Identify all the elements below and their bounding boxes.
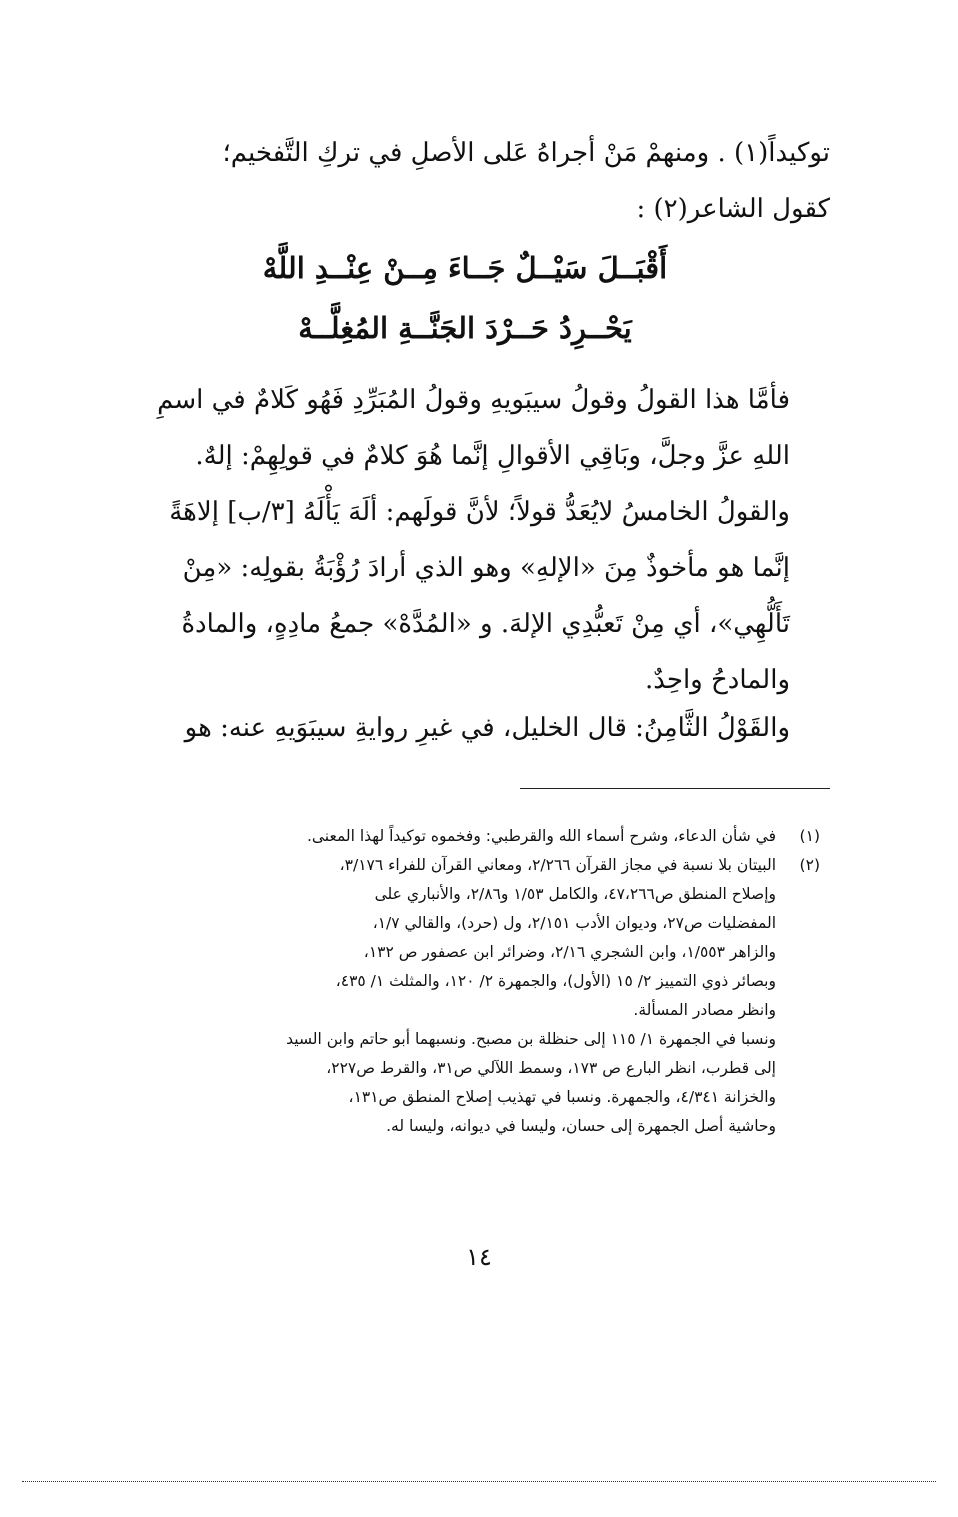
text-line: اللهِ عزَّ وجلَّ، وبَاقِي الأقوالِ إنَّما هُوَ كلامٌ في قولِهِمْ: إلهٌ. bbox=[195, 441, 790, 471]
text-line: فأمَّا هذا القولُ وقولُ سيبَويهِ وقولُ المُبَرِّدِ فَهُو كَلامٌ في اسمِ bbox=[157, 385, 790, 415]
footnote-line: والزاهر ١/٥٥٣، وابن الشجري ٢/١٦، وضرائر ابن عصفور ص ١٣٢، bbox=[363, 943, 776, 961]
text-line: والقولُ الخامسُ لايُعَدُّ قولاً؛ لأنَّ قولَهم: ألَهَ يَأْلَهُ [٣/ب] إلاهَةً bbox=[169, 497, 790, 527]
footnote-number: (١) bbox=[799, 827, 820, 845]
footnote-line: إلى قطرب، انظر البارع ص ١٧٣، وسمط اللآلي ص٣١، والقرط ص٢٢٧، bbox=[326, 1059, 776, 1077]
footnote-1 bbox=[100, 822, 820, 851]
paragraph-discussion bbox=[100, 372, 830, 708]
text-line: كقول الشاعر(٢) : bbox=[636, 194, 830, 224]
text-line: إنَّما هو مأخوذٌ مِنَ «الإلهِ» وهو الذي أرادَ رُؤْبَةُ بقولِه: «مِنْ bbox=[182, 553, 790, 583]
footnote-line: وبصائر ذوي التمييز ٢/ ١٥ (الأول)، والجمهرة ٢/ ١٢٠، والمثلث ١/ ٤٣٥، bbox=[335, 972, 776, 990]
footnote-line: ونسبا في الجمهرة ١/ ١١٥ إلى حنظلة بن مصبح. ونسبهما أبو حاتم وابن السيد bbox=[286, 1030, 776, 1048]
footnote-2 bbox=[100, 851, 820, 1025]
verse-line-1: أَقْبَــلَ سَيْــلٌ جَــاءَ مِــنْ عِنْــدِ اللَّهْ bbox=[262, 251, 668, 285]
footnotes bbox=[100, 822, 820, 1141]
text-line: توكيداً(١) . ومنهمْ مَنْ أجراهُ عَلى الأصلِ في تركِ التَّفخيم؛ bbox=[222, 138, 830, 168]
paragraph-eighth-opinion bbox=[100, 700, 830, 756]
verse-line-2: يَحْــرِدُ حَــرْدَ الجَنَّــةِ المُغِلَّــهْ bbox=[298, 311, 632, 345]
footnote-number: (٢) bbox=[799, 856, 820, 874]
footnote-line: البيتان بلا نسبة في مجاز القرآن ٢/٢٦٦، ومعاني القرآن للفراء ٣/١٧٦، bbox=[339, 856, 776, 874]
footnote-line: وانظر مصادر المسألة. bbox=[633, 1001, 776, 1019]
footnote-separator bbox=[520, 788, 830, 789]
paragraph-opening bbox=[100, 125, 830, 237]
scan-edge-line bbox=[22, 1481, 936, 1482]
footnote-2-continued bbox=[100, 1025, 820, 1141]
page-number: ١٤ bbox=[466, 1243, 492, 1271]
footnote-line: وحاشية أصل الجمهرة إلى حسان، وليسا في ديوانه، وليسا له. bbox=[386, 1117, 776, 1135]
footnote-line: المفضليات ص٢٧، وديوان الأدب ٢/١٥١، ول (حرد)، والقالي ١/٧، bbox=[372, 914, 776, 932]
text-line: والمادحُ واحِدٌ. bbox=[644, 665, 790, 695]
footnote-line: والخزانة ٤/٣٤١، والجمهرة. ونسبا في تهذيب إصلاح المنطق ص١٣١، bbox=[348, 1088, 776, 1106]
footnote-line: وإصلاح المنطق ص٤٧،٢٦٦، والكامل ١/٥٣ و٢/٨٦، والأنباري على bbox=[374, 885, 776, 903]
text-line: تَأَلُّهِي»، أي مِنْ تَعبُّدِي الإلهَ. و «المُدَّهْ» جمعُ مادِهٍ، والمادةُ bbox=[181, 609, 790, 639]
text-line: والقَوْلُ الثَّامِنُ: قال الخليل، في غيرِ روايةِ سيبَوَيهِ عنه: هو bbox=[184, 713, 790, 743]
footnote-line: في شأن الدعاء، وشرح أسماء الله والقرطبي: وفخموه توكيداً لهذا المعنى. bbox=[306, 827, 776, 845]
